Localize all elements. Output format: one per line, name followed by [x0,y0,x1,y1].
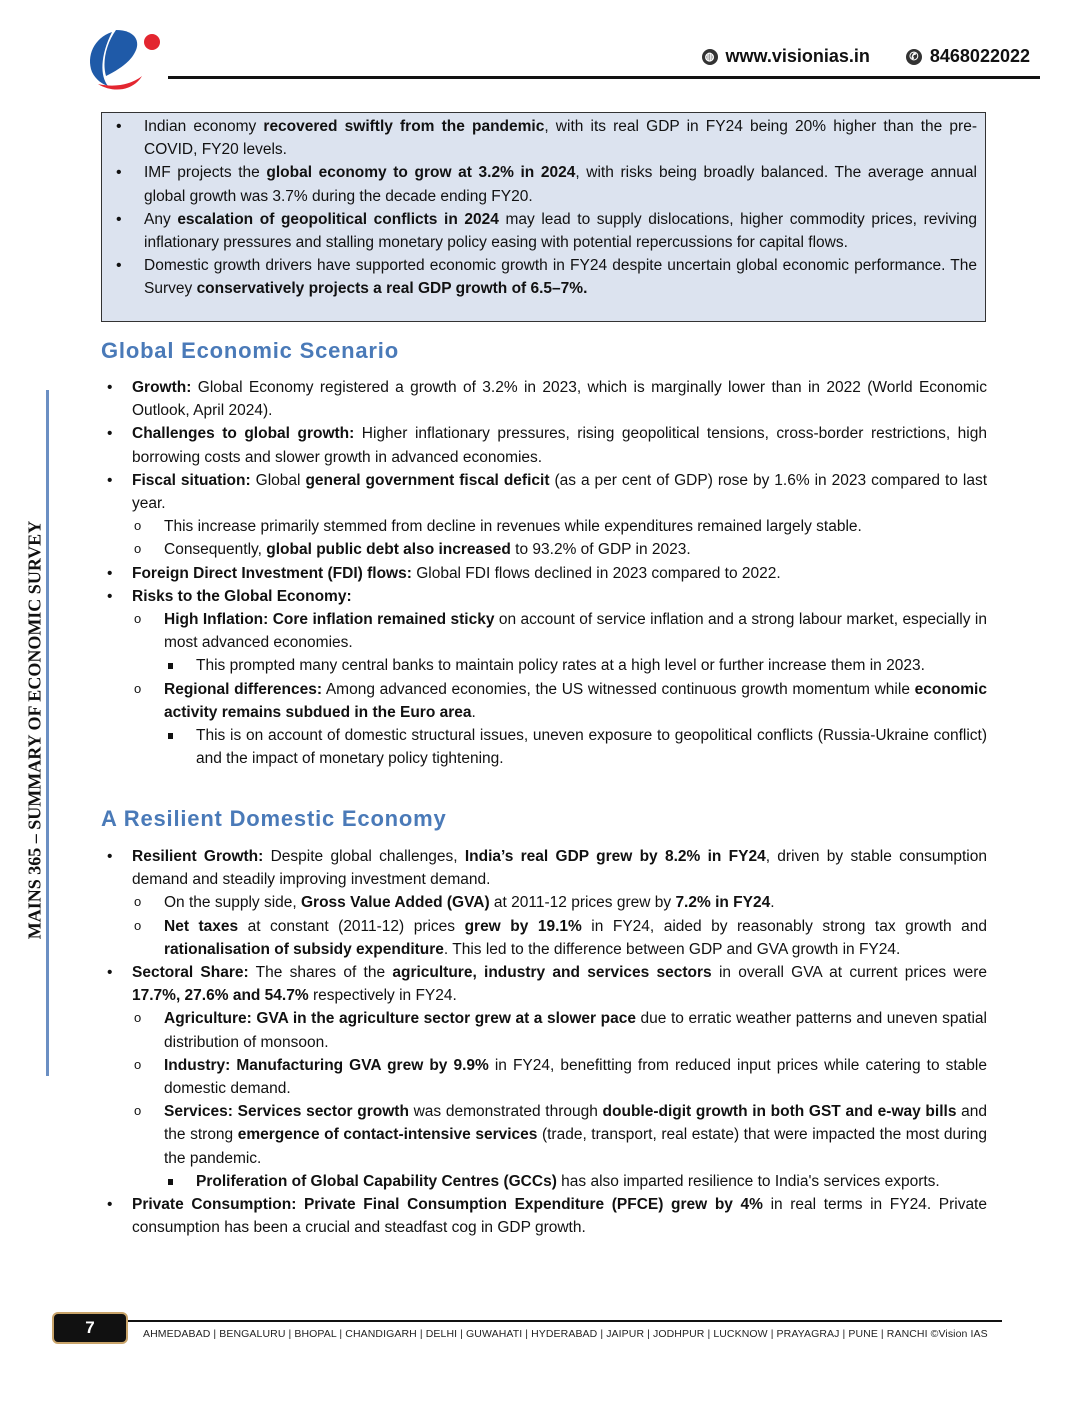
footer-divider [125,1320,1002,1322]
text: respectively in FY24. [308,987,457,1005]
text: IMF projects the [144,164,267,182]
list-item-level-3 [101,1170,987,1193]
bold-text: Agriculture: GVA in the agriculture sector grew at a slower pace [164,1010,636,1028]
text: due to erratic weather patterns and uneven spatial distribution of monsoon. [164,1010,987,1051]
list-item-level-2 [101,608,987,654]
bold-text: agriculture, industry and services sectors [392,964,712,982]
list-item-level-2 [101,1054,987,1100]
text: Higher inflationary pressures, rising geopolitical tensions, cross-border restrictions, high borrowing costs and slower growth in advanced economies. [132,425,987,466]
text: Global Economy registered a growth of 3.2% in 2023, which is marginally lower than in 2022 (World Economic Outlook, April 2024). [132,379,987,420]
text: Global FDI flows declined in 2023 compared to 2022. [411,564,781,582]
bold-text: general government fiscal deficit [305,471,550,489]
bold-text: Industry: Manufacturing GVA grew by 9.9% [164,1056,489,1074]
bold-text: Fiscal situation: [132,471,251,489]
bold-text: economic activity remains subdued in the Euro area [164,680,987,721]
list-item-level-1 [101,376,987,422]
section-title-global: Global Economic Scenario [101,338,399,363]
text: at constant (2011-12) prices [238,917,465,935]
summary-item [110,161,977,207]
bold-text: 17.7%, 27.6% and 54.7% [132,987,309,1005]
bold-text: recovered swiftly from the pandemic [263,118,545,135]
bold-text: global public debt also increased [266,541,511,559]
text: . [770,894,775,912]
text: , with its real GDP in FY24 being 20% higher than the pre-COVID, FY20 levels. [144,118,977,159]
text: This increase primarily stemmed from decline in revenues while expenditures remained largely stable. [164,518,862,536]
list-item-level-2 [101,915,987,961]
summary-item [110,254,977,300]
section-title-domestic: A Resilient Domestic Economy [101,806,447,831]
bold-text: Net taxes [164,917,239,935]
text: in real terms in FY24. Private consumption has been a crucial and steadfast cog in GDP growth. [132,1196,987,1237]
vision-ias-logo [84,26,164,96]
bold-text: Private Consumption: Private Final Consumption Expenditure (PFCE) grew by 4% [132,1196,763,1214]
list-item-level-2 [101,538,987,561]
text: Any [144,210,178,228]
text: The shares of the [248,964,393,982]
list-item-level-2 [101,1007,987,1053]
text: in FY24, aided by reasonably strong tax growth and [581,917,987,935]
list-item-level-1 [101,1193,987,1239]
bold-text: double-digit growth in both GST and e-way bills [602,1103,957,1121]
bold-text: emergence of contact-intensive services [237,1126,538,1144]
page-number: 7 [52,1312,128,1344]
summary-list [110,115,977,301]
bold-text: Sectoral Share: [132,964,249,982]
text: has also imparted resilience to India's services exports. [556,1172,940,1190]
bold-text: India’s real GDP grew by 8.2% in FY24 [464,848,766,865]
bold-text: Regional differences: [164,680,322,698]
text: may lead to supply dislocations, higher commodity prices, reviving inflationary pressures and stalling monetary policy easing with potential repercussions for capital flows. [144,210,977,252]
list-item-level-2 [101,515,987,538]
list-item-level-1 [101,845,987,891]
text: was demonstrated through [408,1103,603,1121]
website-link[interactable]: www.visionias.in [725,46,870,66]
list-item-level-3 [101,724,987,770]
bold-text: High Inflation: Core inflation remained sticky [164,611,495,629]
bold-text: Resilient Growth: [132,848,264,865]
list-item-level-1 [101,562,987,585]
text: Global [250,471,306,489]
section-domestic-content [101,845,987,1239]
text: On the supply side, [164,894,301,912]
bold-text: rationalisation of subsidy expenditure [164,940,444,958]
side-label-text: MAINS 365 – SUMMARY OF ECONOMIC SURVEY [24,520,45,940]
bold-text: 7.2% in FY24 [675,894,771,912]
phone-icon: ✆ [906,49,922,65]
text: , with risks being broadly balanced. The average annual global growth was 3.7% during the decade ending FY20. [144,164,977,205]
bold-text: escalation of geopolitical conflicts in 2024 [177,210,499,228]
list-item-level-1 [101,585,987,608]
list-item-level-1 [101,961,987,1007]
bold-text: Foreign Direct Investment (FDI) flows: [132,564,412,582]
header-contact [702,46,1030,67]
summary-box [101,112,986,322]
bold-text: Services: Services sector growth [164,1103,409,1121]
header-divider [168,76,1040,79]
text: and the strong [164,1103,987,1144]
phone-number: 8468022022 [929,46,1030,66]
list-item-level-2 [101,1100,987,1170]
bold-text: grew by 19.1% [464,917,582,935]
bold-text: Risks to the Global Economy: [132,587,352,605]
bold-text: Gross Value Added (GVA) [301,894,490,912]
list-item-level-2 [101,891,987,914]
text: at 2011-12 prices grew by [489,894,676,912]
bold-text: conservatively projects a real GDP growth of 6.5–7%. [196,280,588,298]
bold-text: Challenges to global growth: [132,425,355,443]
text: Despite global challenges, [263,848,465,865]
bold-text: Growth: [132,379,192,396]
text: Domestic growth drivers have supported economic growth in FY24 despite uncertain global economic performance. The Survey [144,257,977,298]
text: . [471,703,476,721]
text: This is on account of domestic structural issues, uneven exposure to geopolitical conflicts (Russia-Ukraine conflict) and the impact of monetary policy tightening. [196,727,987,768]
text: in overall GVA at current prices were [711,964,988,982]
summary-item [110,208,977,254]
list-item-level-3 [101,654,987,677]
list-item-level-1 [101,422,987,468]
text: to 93.2% of GDP in 2023. [510,541,691,559]
list-item-level-2 [101,678,987,724]
text: , driven by stable consumption demand and steadily improving investment demand. [132,848,987,889]
text: . This led to the difference between GDP and GVA growth in FY24. [443,940,901,958]
text: Consequently, [164,541,267,559]
summary-item [110,115,977,161]
text: This prompted many central banks to maintain policy rates at a high level or further increase them in 2023. [196,657,925,675]
text: (trade, transport, real estate) that were impacted the most during the pandemic. [164,1126,987,1167]
side-divider [46,390,49,1076]
bold-text: global economy to grow at 3.2% in 2024 [266,164,576,182]
text: Indian economy [144,118,264,135]
text: (as a per cent of GDP) rose by 1.6% in 2023 compared to last year. [132,471,988,513]
text: in FY24, benefitting from reduced input prices while catering to stable domestic demand. [164,1056,987,1098]
section-global-content [101,376,987,770]
footer-cities: AHMEDABAD | BENGALURU | BHOPAL | CHANDIGARH | DELHI | GUWAHATI | HYDERABAD | JAIPUR | JODHPUR | LUCKNOW | PRAYAGRAJ | PUNE | RANCHI ©Vision IAS [143,1328,988,1340]
text: Among advanced economies, the US witnessed continuous growth momentum while [322,680,915,698]
bold-text: Proliferation of Global Capability Centres (GCCs) [196,1172,557,1190]
globe-icon: ◍ [702,49,718,65]
text: on account of service inflation and a strong labour market, especially in most advanced economies. [164,611,987,652]
list-item-level-1 [101,469,987,515]
